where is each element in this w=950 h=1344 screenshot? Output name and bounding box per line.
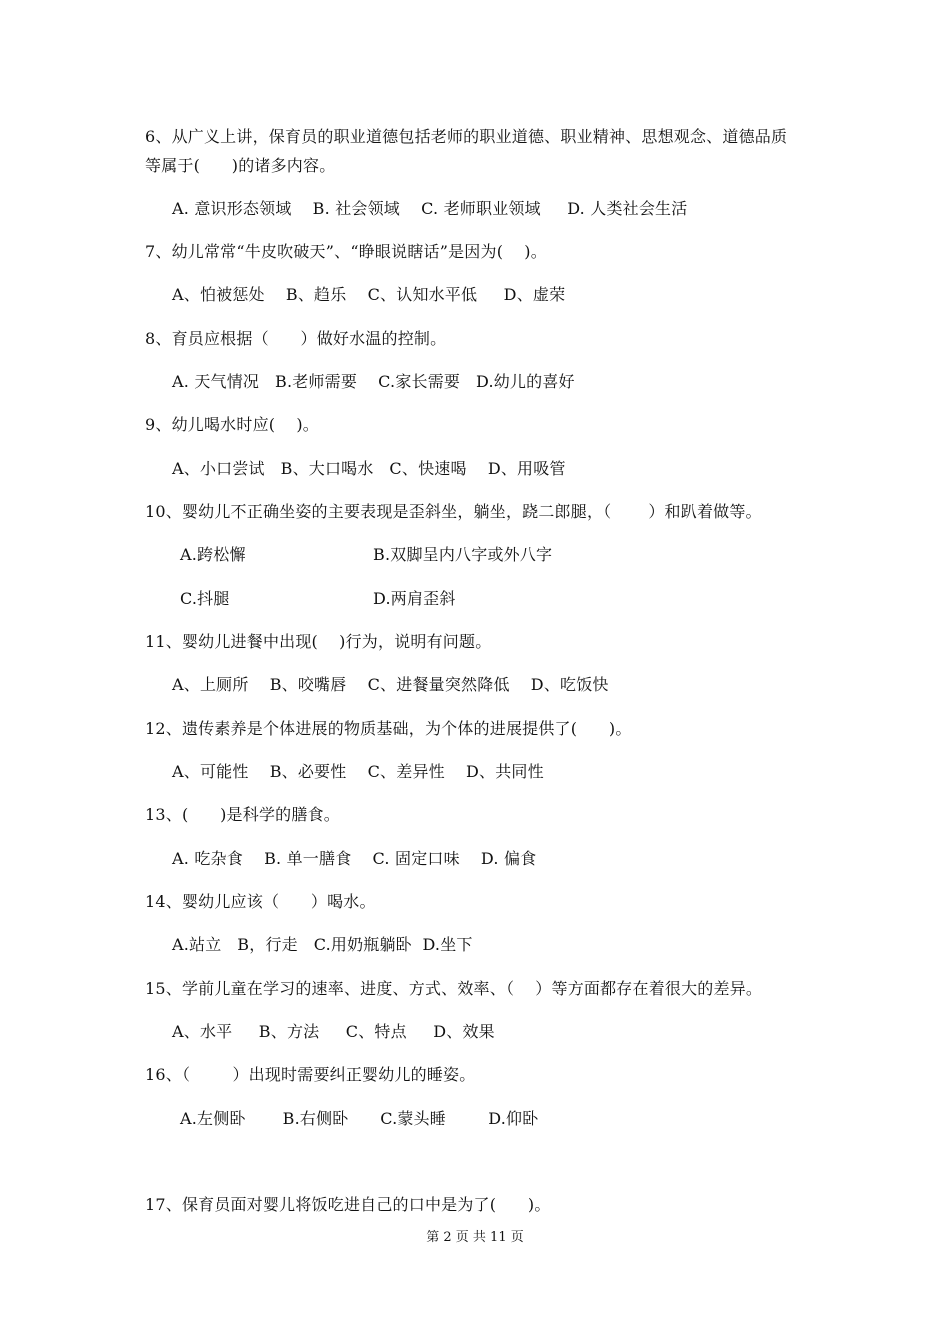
question-13-options: A. 吃杂食 B. 单一膳食 C. 固定口味 D. 偏食	[172, 849, 537, 868]
question-10-option-d: D.两肩歪斜	[373, 589, 456, 608]
question-16-stem: 16、（ ）出现时需要纠正婴幼儿的睡姿。	[145, 1065, 476, 1084]
question-9-stem: 9、幼儿喝水时应( )。	[145, 415, 320, 434]
question-7-options: A、怕被惩处 B、趋乐 C、认知水平低 D、虚荣	[172, 285, 566, 304]
question-10-option-a: A.跨松懈	[180, 545, 246, 564]
question-8-stem: 8、育员应根据（ ）做好水温的控制。	[145, 329, 447, 348]
question-16-options: A.左侧卧 B.右侧卧 C.蒙头睡 D.仰卧	[180, 1109, 539, 1128]
question-6-stem-line2: 等属于( )的诸多内容。	[145, 156, 336, 175]
question-9-options: A、小口尝试 B、大口喝水 C、快速喝 D、用吸管	[172, 459, 566, 478]
question-6-options: A. 意识形态领域 B. 社会领域 C. 老师职业领域 D. 人类社会生活	[172, 199, 688, 218]
question-15-stem: 15、学前儿童在学习的速率、进度、方式、效率、（ ）等方面都存在着很大的差异。	[145, 979, 763, 998]
question-10-stem: 10、婴幼儿不正确坐姿的主要表现是歪斜坐，躺坐，跷二郎腿，（ ）和趴着做等。	[145, 502, 762, 521]
question-11-options: A、上厕所 B、咬嘴唇 C、进餐量突然降低 D、吃饭快	[172, 675, 609, 694]
question-6-stem-line1: 6、从广义上讲，保育员的职业道德包括老师的职业道德、职业精神、思想观念、道德品质	[145, 127, 788, 146]
question-8-options: A. 天气情况 B.老师需要 C.家长需要 D.幼儿的喜好	[172, 372, 575, 391]
question-12-stem: 12、遗传素养是个体进展的物质基础，为个体的进展提供了( )。	[145, 719, 632, 738]
question-10-option-c: C.抖腿	[180, 589, 230, 608]
question-14-stem: 14、婴幼儿应该（ ）喝水。	[145, 892, 376, 911]
question-11-stem: 11、婴幼儿进餐中出现( )行为，说明有问题。	[145, 632, 492, 651]
question-15-options: A、水平 B、方法 C、特点 D、效果	[172, 1022, 495, 1041]
question-17-stem: 17、保育员面对婴儿将饭吃进自己的口中是为了( )。	[145, 1195, 551, 1214]
question-12-options: A、可能性 B、必要性 C、差异性 D、共同性	[172, 762, 544, 781]
question-7-stem: 7、幼儿常常“牛皮吹破天”、“睁眼说瞎话”是因为( )。	[145, 242, 547, 261]
question-14-options: A.站立 B，行走 C.用奶瓶躺卧 D.坐下	[172, 935, 473, 954]
page-number-footer: 第 2 页 共 11 页	[426, 1230, 524, 1245]
question-10-option-b: B.双脚呈内八字或外八字	[373, 545, 553, 564]
question-13-stem: 13、( )是科学的膳食。	[145, 805, 340, 824]
